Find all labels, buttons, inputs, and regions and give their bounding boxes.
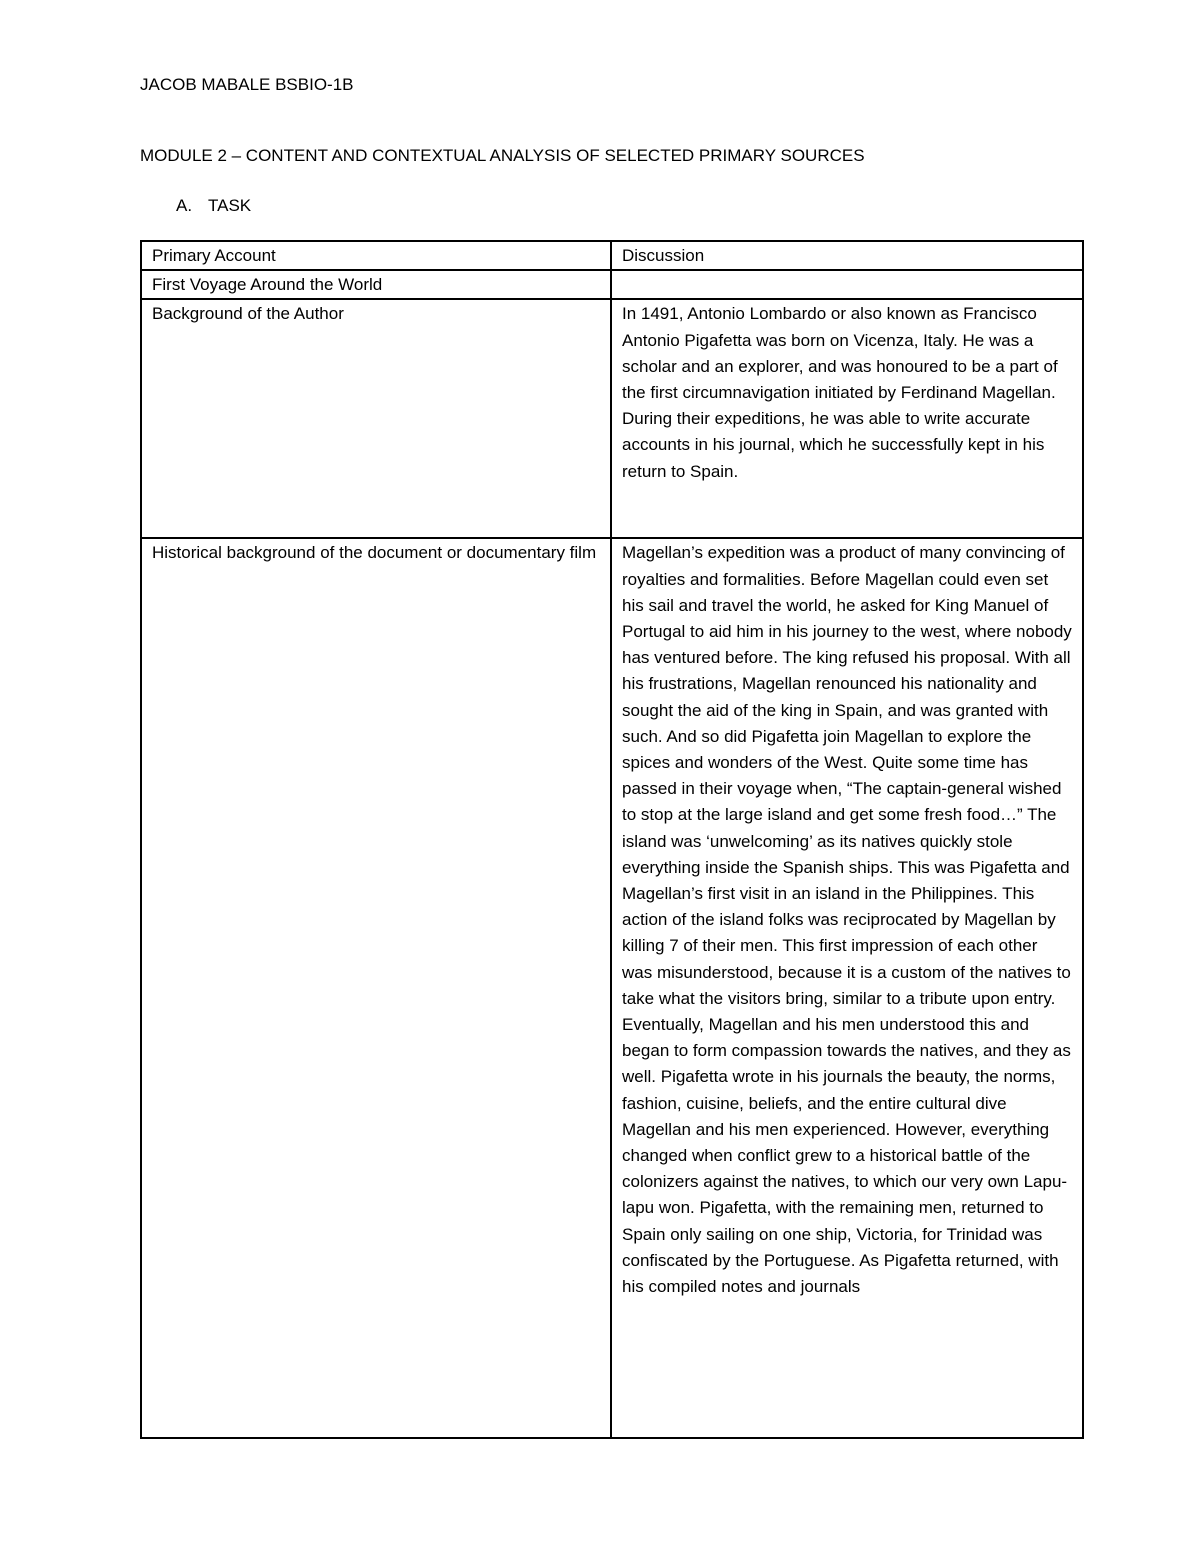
task-label: TASK: [208, 196, 252, 215]
table-subheader-row: [141, 270, 1083, 299]
task-list-marker: A.: [176, 196, 193, 215]
row-label-historical-background: Historical background of the document or documentary film: [141, 538, 611, 1438]
header-cell-primary-account: Primary Account: [141, 241, 611, 270]
table-row: [141, 538, 1083, 1438]
subheader-cell-empty: [611, 270, 1083, 299]
student-name-header: JACOB MABALE BSBIO-1B: [140, 75, 354, 94]
module-title: MODULE 2 – CONTENT AND CONTEXTUAL ANALYSIS OF SELECTED PRIMARY SOURCES: [140, 146, 865, 165]
table-row: [141, 299, 1083, 538]
row-discussion-historical-background: Magellan’s expedition was a product of many convincing of royalties and formalities. Before Magellan could even set his sail and travel the world, he asked for King Manuel of Portugal to aid him in his journey to the west, where nobody has ventured before. The king refused his proposal. With all his frustrations, Magellan renounced his nationality and sought the aid of the king in Spain, and was granted with such. And so did Pigafetta join Magellan to explore the spices and wonders of the West. Quite some time has passed in their voyage when, “The captain-general wished to stop at the large island and get some fresh food…” The island was ‘unwelcoming’ as its natives quickly stole everything inside the Spanish ships. This was Pigafetta and Magellan’s first visit in an island in the Philippines. This action of the island folks was reciprocated by Magellan by killing 7 of their men. This first impression of each other was misunderstood, because it is a custom of the natives to take what the visitors bring, similar to a tribute upon entry. Eventually, Magellan and his men understood this and began to form compassion towards the natives, and they as well. Pigafetta wrote in his journals the beauty, the norms, fashion, cuisine, beliefs, and the entire cultural dive Magellan and his men experienced. However, everything changed when conflict grew to a historical battle of the colonizers against the natives, to which our very own Lapu-lapu won. Pigafetta, with the remaining men, returned to Spain only sailing on one ship, Victoria, for Trinidad was confiscated by the Portuguese. As Pigafetta returned, with his compiled notes and journals: [611, 538, 1083, 1438]
subheader-cell-title: First Voyage Around the World: [141, 270, 611, 299]
task-heading: [176, 195, 251, 217]
row-label-author-background: Background of the Author: [141, 299, 611, 538]
primary-account-table: [140, 240, 1084, 1439]
row-discussion-author-background: In 1491, Antonio Lombardo or also known as Francisco Antonio Pigafetta was born on Vicenza, Italy. He was a scholar and an explorer, and was honoured to be a part of the first circumnavigation initiated by Ferdinand Magellan. During their expeditions, he was able to write accurate accounts in his journal, which he successfully kept in his return to Spain.: [611, 299, 1083, 538]
header-cell-discussion: Discussion: [611, 241, 1083, 270]
table-header-row: [141, 241, 1083, 270]
